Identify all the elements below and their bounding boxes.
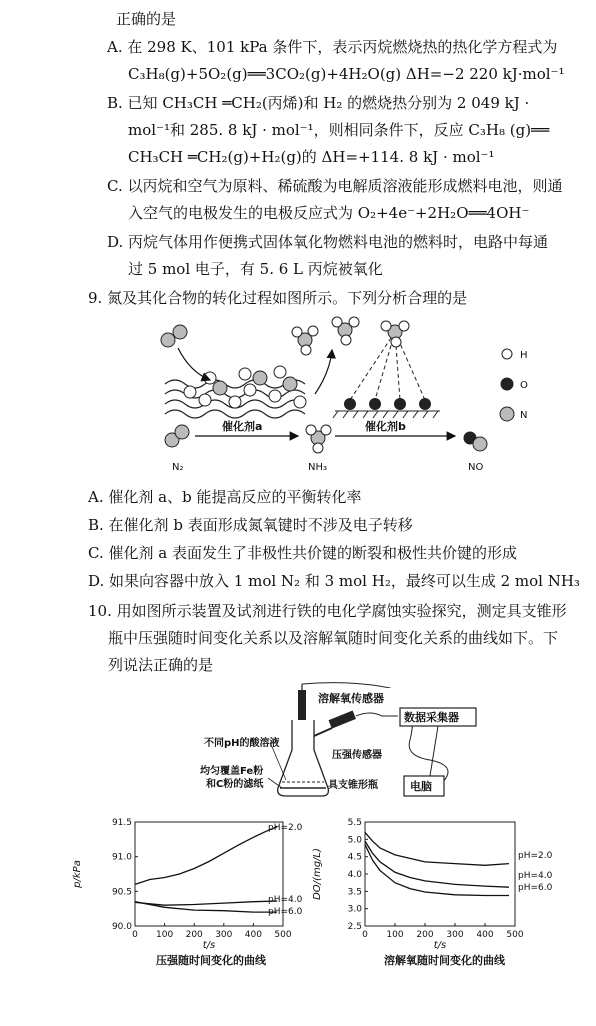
q9-option-b: B. 在催化剂 b 表面形成氮氧键时不涉及电子转移 (88, 516, 413, 534)
bottom-no (464, 432, 487, 451)
acid-solution-label: 不同pH的酸溶液 (204, 738, 280, 749)
y-tick-label: 90.0 (111, 922, 132, 932)
y-tick-label: 3.5 (347, 887, 362, 898)
legend-h-label: H (520, 350, 528, 361)
bottom-nh3 (306, 425, 331, 453)
do-chart-title: 溶解氧随时间变化的曲线 (384, 954, 505, 967)
x-tick-label: 100 (156, 930, 174, 940)
legend-o-label: O (520, 380, 528, 391)
q8-option-c-line2: 入空气的电极发生的电极反应式为 O₂+4e⁻+2H₂O══4OH⁻ (128, 204, 530, 222)
no-label: NO (468, 462, 484, 473)
q8-option-a-line2: C₃H₈(g)+5O₂(g)══3CO₂(g)+4H₂O(g) ΔH=−2 220 kJ·mol⁻¹ (128, 65, 565, 83)
series-label: pH=2.0 (268, 823, 303, 833)
series-line (365, 845, 509, 896)
do-sensor-label: 溶解氧传感器 (318, 692, 384, 705)
series-label: pH=6.0 (268, 907, 303, 917)
y-tick-label: 5.5 (347, 818, 362, 828)
nh3-label: NH₃ (308, 462, 328, 473)
x-tick-label: 200 (185, 930, 203, 940)
x-tick-label: 500 (506, 930, 524, 940)
bottom-n2 (165, 425, 189, 447)
q8-option-a-line1: A. 在 298 K、101 kPa 条件下，表示丙烷燃烧热的热化学方程式为 (107, 38, 558, 56)
legend-n-marker (500, 407, 514, 421)
filter-label-line1: 均匀覆盖Fe粉 (200, 766, 264, 777)
q10-stem-line3: 列说法正确的是 (108, 656, 214, 674)
intro-text: 正确的是 (116, 10, 177, 28)
pressure-sensor-label: 压强传感器 (332, 750, 382, 761)
catalyst-b-surface (333, 411, 440, 418)
x-tick-label: 0 (362, 930, 368, 940)
series-label: pH=6.0 (518, 883, 553, 893)
q8-option-b-line1: B. 已知 CH₃CH ═CH₂(丙烯)和 H₂ 的燃烧热分别为 2 049 kJ · (107, 94, 530, 112)
catalyst-b-nh3 (381, 321, 409, 347)
series-line (365, 841, 509, 887)
data-collector-label: 数据采集器 (404, 711, 459, 724)
x-tick-label: 300 (446, 930, 464, 940)
q10-stem-line1: 10. 用如图所示装置及试剂进行铁的电化学腐蚀实验探究，测定具支锥形 (88, 602, 567, 620)
pressure-chart-title: 压强随时间变化的曲线 (156, 954, 266, 967)
legend-h-marker (502, 349, 512, 359)
catalyst-a-label: 催化剂a (222, 420, 263, 433)
pressure-chart (70, 810, 305, 950)
arrow-nh3-up (315, 350, 332, 394)
pressure-sensor-wire (356, 713, 398, 716)
q10-stem-line2: 瓶中压强随时间变化关系以及溶解氧随时间变化关系的曲线如下。下 (108, 629, 559, 647)
conical-flask (278, 720, 329, 796)
q8-option-d-line2: 过 5 mol 电子，有 5. 6 L 丙烷被氧化 (128, 260, 383, 278)
q9-stem: 9. 氮及其化合物的转化过程如图所示。下列分析合理的是 (88, 289, 468, 307)
filter-label-line2: 和C粉的滤纸 (206, 779, 264, 790)
catalyst-b-label: 催化剂b (365, 420, 406, 433)
x-tick-label: 200 (416, 930, 434, 940)
x-tick-label: 400 (244, 930, 262, 940)
apparatus-diagram (190, 680, 490, 810)
q8-option-b-line3: CH₃CH ═CH₂(g)+H₂(g)的 ΔH=+114. 8 kJ · mol⁻¹ (128, 148, 495, 166)
n2-label: N₂ (172, 462, 184, 473)
diagram-legend (500, 349, 514, 421)
series-label: pH=4.0 (518, 871, 553, 881)
catalyst-b-dashed-lines (350, 332, 425, 400)
y-tick-label: 4.5 (347, 852, 362, 863)
x-axis-label: t/s (433, 940, 447, 950)
dissolved-oxygen-chart (310, 810, 570, 950)
nitrogen-conversion-diagram (150, 312, 550, 480)
y-tick-label: 91.0 (111, 852, 132, 863)
y-axis-label: DO/(mg/L) (312, 848, 323, 900)
flask-label: 具支锥形瓶 (328, 780, 378, 791)
series-label: pH=4.0 (268, 895, 303, 905)
legend-n-label: N (520, 410, 528, 421)
y-tick-label: 4.0 (347, 870, 362, 880)
y-tick-label: 3.0 (347, 904, 362, 915)
q9-option-a: A. 催化剂 a、b 能提高反应的平衡转化率 (88, 488, 362, 506)
series-line (135, 827, 277, 885)
q8-option-c-line1: C. 以丙烷和空气为原料、稀硫酸为电解质溶液能形成燃料电池，则通 (107, 177, 563, 195)
q8-option-d-line1: D. 丙烷气体用作便携式固体氧化物燃料电池的燃料时，电路中每通 (107, 233, 549, 251)
series-line (365, 832, 509, 865)
y-tick-label: 5.0 (347, 835, 362, 846)
x-axis-label: t/s (202, 940, 216, 950)
y-axis-label: p/kPa (72, 860, 83, 888)
series-label: pH=2.0 (518, 851, 553, 861)
incoming-n2-molecule (161, 325, 187, 347)
outgoing-nh3-molecules (292, 317, 359, 355)
y-tick-label: 91.5 (111, 818, 132, 828)
plot-frame (365, 822, 515, 926)
series-line (135, 901, 277, 905)
q9-option-d: D. 如果向容器中放入 1 mol N₂ 和 3 mol H₂，最终可以生成 2 mol NH₃ (88, 572, 580, 590)
x-tick-label: 400 (476, 930, 494, 940)
q9-option-c: C. 催化剂 a 表面发生了非极性共价键的断裂和极性共价键的形成 (88, 544, 517, 562)
x-tick-label: 0 (132, 930, 138, 940)
pressure-sensor-body (329, 711, 356, 729)
y-tick-label: 90.5 (111, 887, 132, 898)
legend-o-marker (501, 378, 513, 390)
collector-to-computer (430, 726, 438, 776)
x-tick-label: 100 (386, 930, 404, 940)
q8-option-b-line2: mol⁻¹和 285. 8 kJ · mol⁻¹，则相同条件下，反应 C₃H₈ (g)══ (128, 121, 550, 139)
y-tick-label: 2.5 (347, 922, 362, 932)
series-line (135, 902, 277, 912)
x-tick-label: 500 (274, 930, 292, 940)
flask-side-arm (314, 728, 332, 736)
catalyst-b-adsorbed-o (344, 398, 431, 410)
computer-label: 电脑 (410, 780, 432, 793)
x-tick-label: 300 (215, 930, 233, 940)
